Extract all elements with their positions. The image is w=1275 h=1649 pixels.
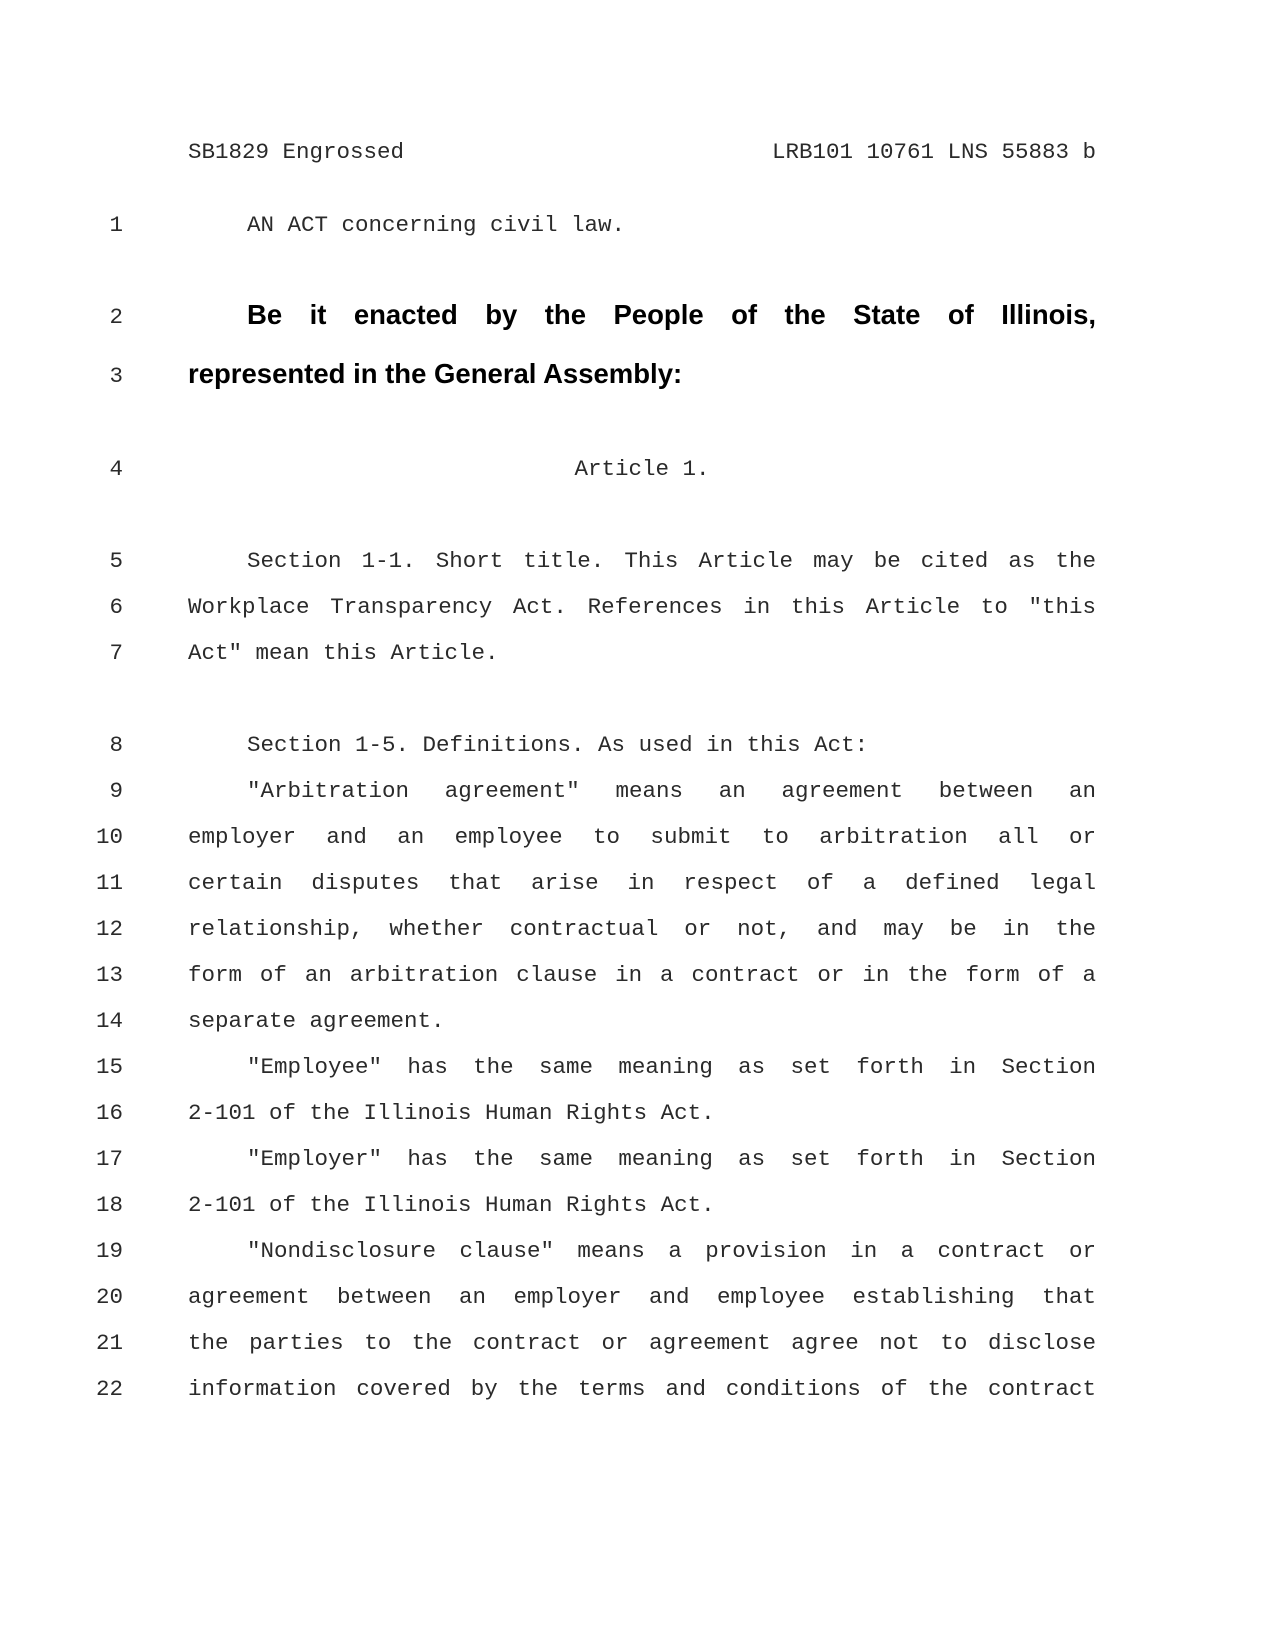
document-line: [0, 1007, 1275, 1047]
line-number: 21: [95, 1330, 123, 1356]
line-number: 9: [109, 778, 123, 804]
line-number: 3: [109, 363, 123, 389]
document-line: [0, 1191, 1275, 1231]
definition-text: form of an arbitration clause in a contract or in the form of a: [188, 962, 1096, 988]
definition-text: "Nondisclosure clause" means a provision in a contract or: [247, 1238, 1096, 1264]
document-line: [0, 1053, 1275, 1093]
enacting-clause-continued: represented in the General Assembly:: [188, 358, 683, 389]
definition-text: the parties to the contract or agreement agree not to disclose: [188, 1330, 1096, 1356]
line-number: 17: [95, 1146, 123, 1172]
act-title: AN ACT concerning civil law.: [247, 212, 626, 238]
definition-text: agreement between an employer and employee establishing that: [188, 1284, 1096, 1310]
article-heading: Article 1.: [574, 456, 710, 482]
line-number: 14: [95, 1008, 123, 1034]
line-number: 15: [95, 1054, 123, 1080]
document-line: [0, 1099, 1275, 1139]
line-number: 5: [109, 548, 123, 574]
document-line: [0, 1145, 1275, 1185]
line-number: 13: [95, 962, 123, 988]
enacting-clause: Be it enacted by the People of the State of Illinois,: [247, 299, 1096, 330]
line-number: 1: [109, 212, 123, 238]
document-line: [0, 1329, 1275, 1369]
definition-text: information covered by the terms and conditions of the contract: [188, 1376, 1096, 1402]
line-number: 18: [95, 1192, 123, 1218]
document-line: [0, 455, 1275, 495]
definition-text: 2-101 of the Illinois Human Rights Act.: [188, 1100, 715, 1126]
document-line: [0, 593, 1275, 633]
line-number: 20: [95, 1284, 123, 1310]
line-number: 22: [95, 1376, 123, 1402]
section-text: Section 1-1. Short title. This Article may be cited as the: [247, 548, 1096, 574]
document-line: [0, 211, 1275, 251]
document-line: [0, 639, 1275, 679]
document-line: [0, 358, 1275, 402]
document-line: [0, 299, 1275, 343]
document-line: [0, 915, 1275, 955]
document-line: [0, 1283, 1275, 1323]
definition-text: separate agreement.: [188, 1008, 445, 1034]
document-line: [0, 869, 1275, 909]
document-line: [0, 1237, 1275, 1277]
document-line: [0, 1375, 1275, 1415]
bill-identifier: SB1829 Engrossed: [188, 139, 405, 165]
document-line: [0, 823, 1275, 863]
line-number: 6: [109, 594, 123, 620]
line-number: 12: [95, 916, 123, 942]
document-line: [0, 777, 1275, 817]
definition-text: relationship, whether contractual or not, and may be in the: [188, 916, 1096, 942]
line-number: 11: [95, 870, 123, 896]
section-text: Section 1-5. Definitions. As used in this Act:: [247, 732, 869, 758]
definition-text: "Employee" has the same meaning as set forth in Section: [247, 1054, 1096, 1080]
document-line: [0, 731, 1275, 771]
line-number: 2: [109, 304, 123, 330]
line-number: 16: [95, 1100, 123, 1126]
definition-text: 2-101 of the Illinois Human Rights Act.: [188, 1192, 715, 1218]
document-line: [0, 547, 1275, 587]
definition-text: "Employer" has the same meaning as set forth in Section: [247, 1146, 1096, 1172]
line-number: 19: [95, 1238, 123, 1264]
section-text: Workplace Transparency Act. References in this Article to "this: [188, 594, 1096, 620]
lrb-reference: LRB101 10761 LNS 55883 b: [771, 139, 1096, 165]
section-text: Act" mean this Article.: [188, 640, 499, 666]
document-line: [0, 961, 1275, 1001]
definition-text: certain disputes that arise in respect of a defined legal: [188, 870, 1096, 896]
line-number: 7: [109, 640, 123, 666]
definition-text: employer and an employee to submit to arbitration all or: [188, 824, 1096, 850]
line-number: 8: [109, 732, 123, 758]
definition-text: "Arbitration agreement" means an agreement between an: [247, 778, 1096, 804]
line-number: 10: [95, 824, 123, 850]
line-number: 4: [109, 456, 123, 482]
